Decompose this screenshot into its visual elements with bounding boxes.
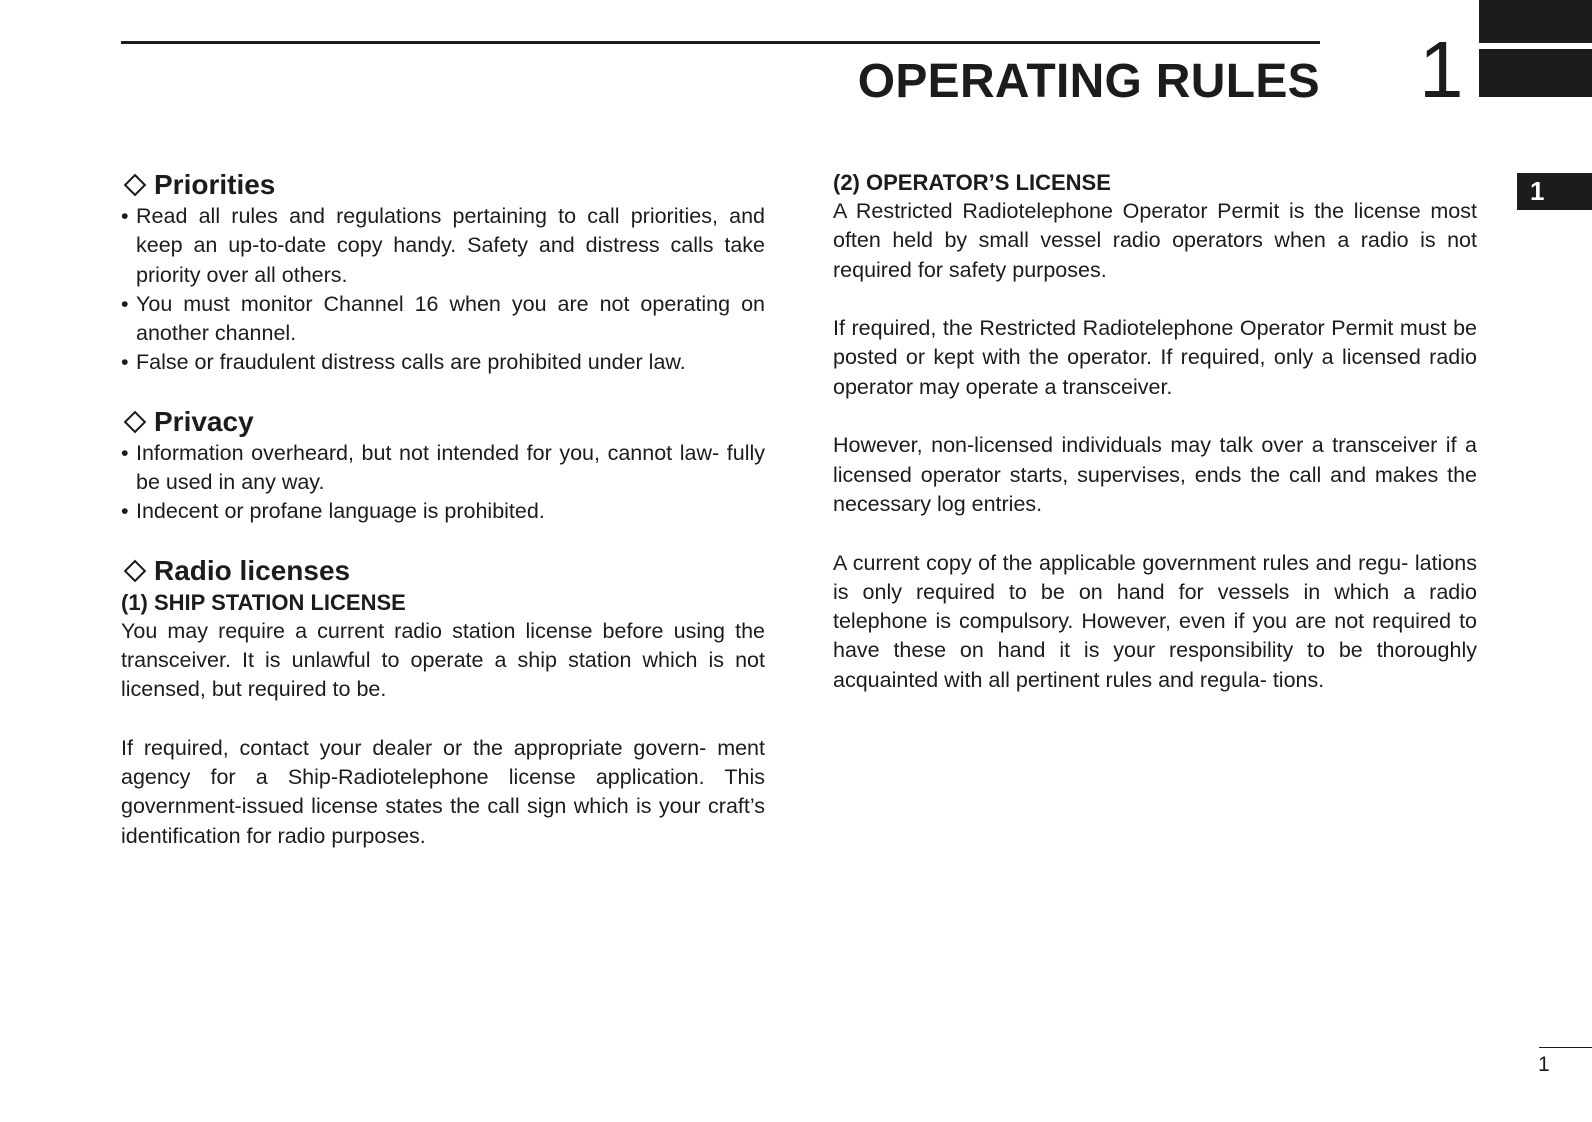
header-rule bbox=[121, 41, 1320, 44]
priorities-list bbox=[121, 202, 765, 378]
radio-licenses-heading-text: Radio licenses bbox=[154, 554, 351, 586]
diamond-icon bbox=[124, 174, 147, 197]
diamond-icon bbox=[124, 559, 147, 582]
diamond-icon bbox=[124, 410, 147, 433]
priorities-heading bbox=[121, 168, 765, 202]
privacy-section bbox=[121, 405, 765, 527]
corner-tab-block-top bbox=[1479, 0, 1592, 43]
radio-licenses-heading bbox=[121, 554, 765, 588]
operators-license-heading: (2) OPERATOR’S LICENSE bbox=[833, 170, 1111, 195]
ship-station-license-heading: (1) SHIP STATION LICENSE bbox=[121, 589, 406, 615]
priorities-heading-text: Priorities bbox=[154, 169, 276, 200]
page-number: 1 bbox=[1538, 1053, 1550, 1076]
list-item: • Information overheard, but not intended for you, cannot law- fully be used in any way. bbox=[121, 439, 765, 498]
side-chapter-tab: 1 bbox=[1517, 173, 1592, 210]
paragraph: If required, the Restricted Radiotelephone Operator Permit must be posted or kept with the operator. If required, only a licensed radio operator may operate a transceiver. bbox=[833, 316, 1477, 399]
privacy-heading bbox=[121, 405, 765, 439]
priorities-section bbox=[121, 168, 765, 378]
list-item: • False or fraudulent distress calls are prohibited under law. bbox=[121, 348, 765, 377]
list-item: • Indecent or profane language is prohibited. bbox=[121, 497, 765, 526]
list-item: • Read all rules and regulations pertaining to call priorities, and keep an up-to-date copy handy. Safety and distress calls take priority over all others. bbox=[121, 202, 765, 290]
privacy-list bbox=[121, 439, 765, 527]
paragraph: A Restricted Radiotelephone Operator Permit is the license most often held by small vessel radio operators when a radio is not required for safety purposes. bbox=[833, 199, 1477, 282]
paragraph: A current copy of the applicable government rules and regu- lations is only required to be on hand for vessels in which a radio telephone is compulsory. However, even if you are not required to have these on hand it is your responsibility to be thoroughly acquainted with all pertinent rules and regula- tions. bbox=[833, 550, 1477, 692]
page-title: OPERATING RULES bbox=[857, 55, 1320, 108]
list-item: • You must monitor Channel 16 when you are not operating on another channel. bbox=[121, 290, 765, 349]
paragraph: However, non-licensed individuals may talk over a transceiver if a licensed operator starts, supervises, ends the call and makes the necessary log entries. bbox=[833, 433, 1477, 516]
corner-tab-block-bottom bbox=[1479, 49, 1592, 97]
paragraph: If required, contact your dealer or the appropriate govern- ment agency for a Ship-Radiotelephone license application. This government-issued license states the call sign which is your craft’s identification for radio purposes. bbox=[121, 735, 765, 848]
radio-licenses-section bbox=[121, 554, 765, 851]
footer-rule bbox=[1539, 1047, 1592, 1048]
left-column bbox=[121, 168, 765, 851]
privacy-heading-text: Privacy bbox=[154, 405, 254, 437]
paragraph: You may require a current radio station license before using the transceiver. It is unlawful to operate a ship station which is not licensed, but required to be. bbox=[121, 618, 765, 702]
chapter-number: 1 bbox=[1419, 25, 1463, 114]
right-column bbox=[833, 168, 1477, 695]
